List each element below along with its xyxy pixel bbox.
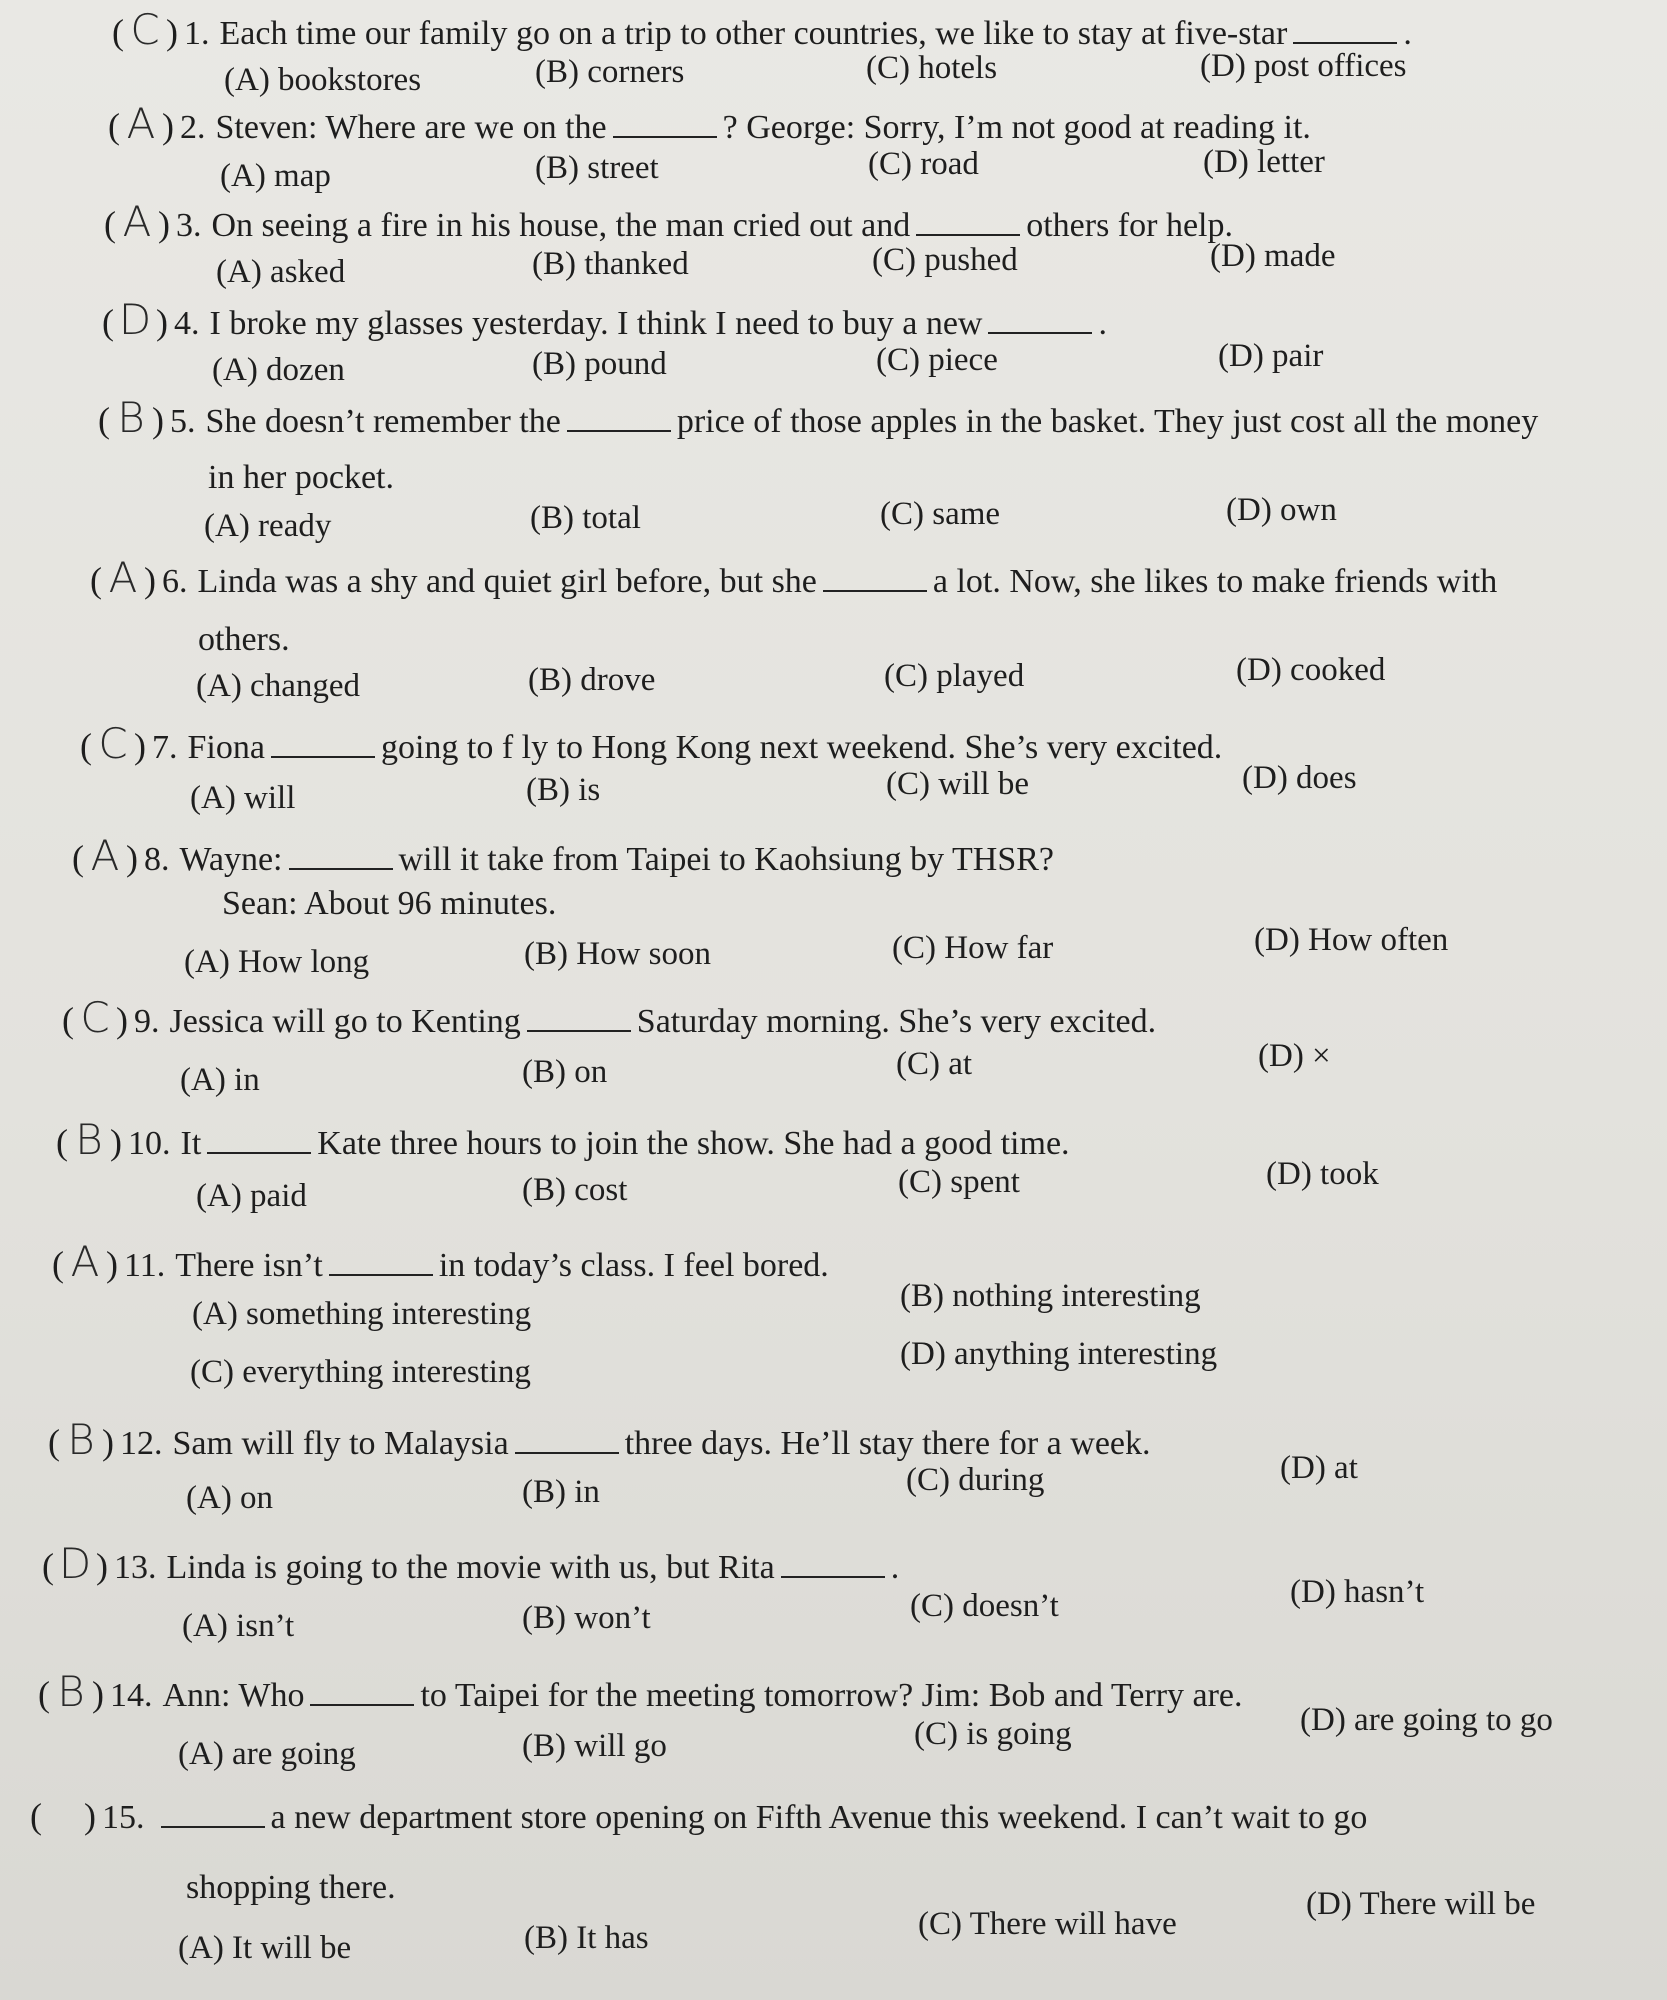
question-stem: ( B ) 10. It Kate three hours to join the show. She had a good time.	[56, 1115, 1070, 1164]
option-d: (D) took	[1266, 1156, 1379, 1192]
option-d: (D) letter	[1203, 144, 1325, 180]
option-d: (D) pair	[1218, 338, 1324, 374]
answer-blank	[271, 726, 375, 758]
option-a: (A) bookstores	[224, 62, 422, 98]
option-a: (A) It will be	[178, 1930, 352, 1966]
stem-text-before: Ann: Who	[162, 1677, 305, 1714]
question-number: 4.	[174, 305, 200, 342]
stem-text-after: Saturday morning. She’s very excited.	[636, 1003, 1157, 1040]
option-c: (C) will be	[886, 766, 1029, 802]
option-a: (A) something interesting	[192, 1296, 532, 1332]
option-a: (A) are going	[178, 1736, 356, 1772]
handwritten-answer: C	[80, 993, 110, 1042]
option-a: (A) paid	[196, 1178, 307, 1214]
option-c: (C) doesn’t	[910, 1588, 1059, 1624]
stem-text-before: Linda is going to the movie with us, but Rita	[166, 1549, 775, 1586]
answer-blank	[1293, 12, 1397, 44]
question-stem: ( ) 15. a new department store opening on Fifth Avenue this weekend. I can’t wait to go	[30, 1796, 1368, 1836]
option-a: (A) asked	[216, 254, 346, 290]
option-a: (A) ready	[204, 508, 332, 544]
option-c: (C) piece	[876, 342, 998, 378]
option-c: (C) spent	[898, 1164, 1020, 1200]
handwritten-answer: B	[75, 1115, 103, 1164]
option-b: (B) is	[526, 772, 601, 808]
stem-text-before: Each time our family go on a trip to other countries, we like to stay at five-star	[219, 15, 1288, 52]
stem-text-before: I broke my glasses yesterday. I think I need to buy a new	[209, 305, 983, 342]
option-c: (C) is going	[914, 1716, 1072, 1752]
option-b: (B) street	[535, 150, 659, 186]
handwritten-answer: A	[122, 197, 152, 246]
answer-blank	[527, 1000, 631, 1032]
handwritten-answer: D	[58, 1539, 92, 1588]
option-b: (B) It has	[524, 1920, 649, 1956]
question-stem: ( A ) 2. Steven: Where are we on the ? George: Sorry, I’m not good at reading it.	[108, 99, 1311, 148]
answer-blank	[207, 1122, 311, 1154]
option-a: (A) dozen	[212, 352, 345, 388]
question-stem: ( B ) 5. She doesn’t remember the price of those apples in the basket. They just cost all the money	[98, 393, 1539, 442]
stem-text-before: There isn’t	[175, 1247, 323, 1284]
option-b: (B) pound	[532, 346, 667, 382]
option-d: (D) are going to go	[1300, 1702, 1553, 1738]
question-stem: ( C ) 1. Each time our family go on a trip to other countries, we like to stay at five-star .	[112, 5, 1412, 54]
option-a: (A) in	[180, 1062, 260, 1098]
question-stem: ( A ) 3. On seeing a fire in his house, the man cried out and others for help.	[104, 197, 1233, 246]
stem-text-before: On seeing a fire in his house, the man cried out and	[211, 207, 911, 244]
handwritten-answer: B	[57, 1667, 85, 1716]
handwritten-answer: C	[130, 5, 160, 54]
option-c: (C) at	[896, 1046, 973, 1082]
option-b: (B) nothing interesting	[900, 1278, 1201, 1314]
option-a: (A) will	[190, 780, 296, 816]
stem-text-before: It	[180, 1125, 202, 1162]
stem-text-after: a lot. Now, she likes to make friends with	[932, 563, 1498, 600]
option-a: (A) isn’t	[182, 1608, 295, 1644]
stem-text-after: ? George: Sorry, I’m not good at reading it.	[722, 109, 1311, 146]
option-b: (B) corners	[535, 54, 685, 90]
stem-text-before: Linda was a shy and quiet girl before, but she	[197, 563, 817, 600]
answer-blank	[823, 560, 927, 592]
stem-text-after: .	[890, 1549, 900, 1586]
option-d: (D) hasn’t	[1290, 1574, 1425, 1610]
option-a: (A) map	[220, 158, 331, 194]
stem-text-before: Jessica will go to Kenting	[169, 1003, 521, 1040]
question-stem: ( C ) 7. Fiona going to f ly to Hong Kong next weekend. She’s very excited.	[80, 719, 1223, 768]
option-b: (B) cost	[522, 1172, 628, 1208]
question-number: 9.	[134, 1003, 160, 1040]
stem-text-before: Wayne:	[179, 841, 283, 878]
question-number: 11.	[124, 1247, 166, 1284]
answer-blank	[988, 302, 1092, 334]
option-d: (D) own	[1226, 492, 1337, 528]
question-number: 2.	[180, 109, 206, 146]
answer-blank	[781, 1546, 885, 1578]
question-number: 15.	[102, 1799, 145, 1836]
question-number: 10.	[128, 1125, 171, 1162]
question-number: 14.	[110, 1677, 153, 1714]
option-d: (D) made	[1210, 238, 1336, 274]
answer-blank	[161, 1796, 265, 1828]
option-b: (B) drove	[528, 662, 656, 698]
question-stem: ( A ) 6. Linda was a shy and quiet girl before, but she a lot. Now, she likes to make friends with	[90, 553, 1498, 602]
stem-text-after: going to f ly to Hong Kong next weekend. She’s very excited.	[380, 729, 1223, 766]
option-b: (B) How soon	[524, 936, 711, 972]
question-stem: ( B ) 12. Sam will fly to Malaysia three days. He’ll stay there for a week.	[48, 1415, 1151, 1464]
stem-text-before: Steven: Where are we on the	[215, 109, 607, 146]
stem-text-after: in today’s class. I feel bored.	[438, 1247, 829, 1284]
stem-text-after: will it take from Taipei to Kaohsiung by THSR?	[398, 841, 1055, 878]
handwritten-answer: A	[90, 831, 120, 880]
option-b: (B) won’t	[522, 1600, 651, 1636]
question-stem: ( B ) 14. Ann: Who to Taipei for the meeting tomorrow? Jim: Bob and Terry are.	[38, 1667, 1243, 1716]
option-b: (B) in	[522, 1474, 600, 1510]
handwritten-answer: A	[108, 553, 138, 602]
answer-blank	[289, 838, 393, 870]
option-a: (A) How long	[184, 944, 370, 980]
stem-text-after: a new department store opening on Fifth Avenue this weekend. I can’t wait to go	[270, 1799, 1368, 1836]
option-c: (C) How far	[892, 930, 1054, 966]
question-number: 7.	[152, 729, 178, 766]
option-d: (D) cooked	[1236, 652, 1386, 688]
stem-text-after: three days. He’ll stay there for a week.	[624, 1425, 1151, 1462]
option-c: (C) everything interesting	[190, 1354, 531, 1390]
stem-continuation: in her pocket.	[208, 459, 394, 496]
option-b: (B) on	[522, 1054, 608, 1090]
stem-text-after: .	[1403, 15, 1412, 52]
option-a: (A) changed	[196, 668, 361, 704]
option-c: (C) road	[868, 146, 979, 182]
answer-blank	[567, 400, 671, 432]
handwritten-answer: B	[67, 1415, 95, 1464]
handwritten-answer: A	[70, 1237, 100, 1286]
stem-continuation: Sean: About 96 minutes.	[222, 885, 557, 922]
stem-text-before: Sam will fly to Malaysia	[172, 1425, 509, 1462]
option-c: (C) same	[880, 496, 1001, 532]
option-d: (D) anything interesting	[900, 1336, 1218, 1372]
question-number: 8.	[144, 841, 170, 878]
option-c: (C) hotels	[866, 50, 998, 86]
question-stem: ( D ) 13. Linda is going to the movie with us, but Rita .	[42, 1539, 900, 1588]
question-number: 6.	[162, 563, 188, 600]
handwritten-answer: D	[118, 295, 152, 344]
answer-blank	[329, 1244, 433, 1276]
handwritten-answer: A	[126, 99, 156, 148]
stem-text-before: She doesn’t remember the	[205, 403, 561, 440]
handwritten-answer: C	[98, 719, 128, 768]
option-d: (D) at	[1280, 1450, 1358, 1486]
question-stem: ( A ) 8. Wayne: will it take from Taipei to Kaohsiung by THSR?	[72, 831, 1055, 880]
option-c: (C) There will have	[918, 1906, 1177, 1942]
answer-blank	[613, 106, 717, 138]
question-stem: ( D ) 4. I broke my glasses yesterday. I think I need to buy a new .	[102, 295, 1107, 344]
option-c: (C) played	[884, 658, 1025, 694]
question-stem: ( A ) 11. There isn’t in today’s class. I feel bored.	[52, 1237, 829, 1286]
question-number: 5.	[170, 403, 196, 440]
option-b: (B) thanked	[532, 246, 689, 282]
option-d: (D) does	[1242, 760, 1357, 796]
stem-continuation: others.	[198, 621, 290, 658]
answer-blank	[916, 204, 1020, 236]
option-d: (D) There will be	[1306, 1886, 1536, 1922]
option-d: (D) post offices	[1200, 48, 1407, 84]
answer-blank	[515, 1422, 619, 1454]
handwritten-answer: B	[117, 393, 145, 442]
question-number: 13.	[114, 1549, 157, 1586]
stem-text-after: to Taipei for the meeting tomorrow? Jim: Bob and Terry are.	[420, 1677, 1243, 1714]
stem-text-after: others for help.	[1026, 207, 1233, 244]
option-b: (B) total	[530, 500, 641, 536]
answer-blank	[310, 1674, 414, 1706]
stem-text-before: Fiona	[187, 729, 265, 766]
option-c: (C) during	[906, 1462, 1045, 1498]
question-stem: ( C ) 9. Jessica will go to Kenting Saturday morning. She’s very excited.	[62, 993, 1157, 1042]
stem-text-after: .	[1098, 305, 1107, 342]
option-d: (D) How often	[1254, 922, 1449, 958]
stem-text-after: Kate three hours to join the show. She had a good time.	[317, 1125, 1070, 1162]
option-c: (C) pushed	[872, 242, 1018, 278]
option-b: (B) will go	[522, 1728, 667, 1764]
question-number: 1.	[184, 15, 210, 52]
stem-continuation: shopping there.	[186, 1869, 396, 1906]
option-a: (A) on	[186, 1480, 274, 1516]
question-number: 3.	[176, 207, 202, 244]
option-d: (D) ×	[1258, 1038, 1331, 1074]
stem-text-after: price of those apples in the basket. They just cost all the money	[676, 403, 1539, 440]
question-number: 12.	[120, 1425, 163, 1462]
